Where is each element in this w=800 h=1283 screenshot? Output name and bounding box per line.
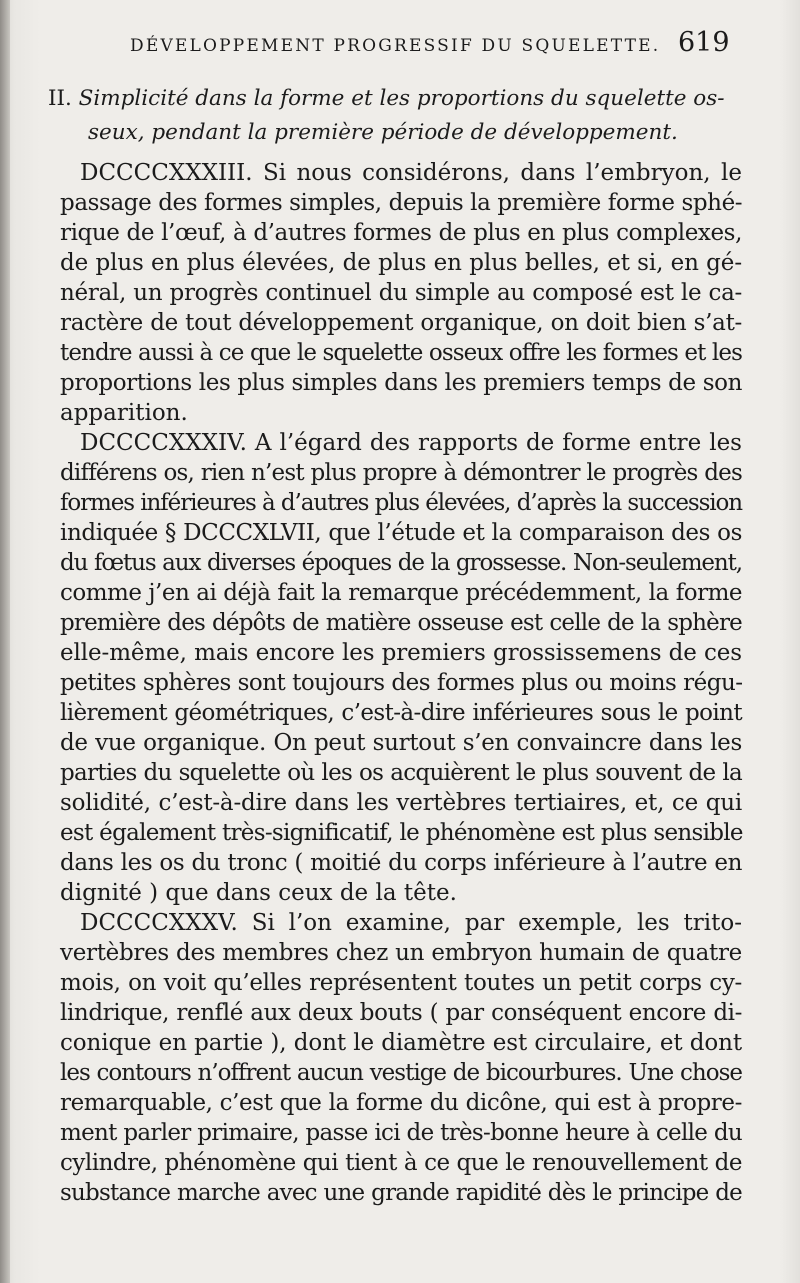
text-line: du fœtus aux diverses époques de la grossesse. Non-seulement, <box>60 550 742 576</box>
text-line: passage des formes simples, depuis la première forme sphé- <box>60 190 743 216</box>
paragraph-933 <box>60 158 742 428</box>
text-line: dignité ) que dans ceux de la tête. <box>60 880 457 906</box>
text-line: néral, un progrès continuel du simple au composé est le ca- <box>60 280 742 306</box>
text-line: différens os, rien n’est plus propre à démontrer le progrès des <box>60 460 742 486</box>
text-line: lindrique, renflé aux deux bouts ( par conséquent encore di- <box>60 1000 742 1026</box>
text-line: lièrement géométriques, c’est-à-dire inférieures sous le point <box>60 700 742 726</box>
text-line: mois, on voit qu’elles représentent toutes un petit corps cy- <box>60 970 742 996</box>
section-title-line-2: seux, pendant la première période de développement. <box>88 120 678 145</box>
text-line: apparition. <box>60 400 188 426</box>
page-number: 619 <box>678 27 730 58</box>
text-line: dans les os du tronc ( moitié du corps inférieure à l’autre en <box>60 850 742 876</box>
section-heading <box>48 82 728 150</box>
text-line: petites sphères sont toujours des formes plus ou moins régu- <box>60 670 743 696</box>
text-line: substance marche avec une grande rapidité dès le principe de <box>60 1180 742 1206</box>
text-line: parties du squelette où les os acquièrent le plus souvent de la <box>60 760 742 786</box>
running-head: DÉVELOPPEMENT PROGRESSIF DU SQUELETTE. <box>130 36 661 56</box>
text-line: DCCCCXXXIV. A l’égard des rapports de forme entre les <box>80 430 742 456</box>
body-text <box>60 158 742 1208</box>
text-line: première des dépôts de matière osseuse est celle de la sphère <box>60 610 742 636</box>
text-line: de plus en plus élevées, de plus en plus belles, et si, en gé- <box>60 250 742 276</box>
text-line: conique en partie ), dont le diamètre est circulaire, et dont <box>60 1030 742 1056</box>
text-line: ractère de tout développement organique, on doit bien s’at- <box>60 310 742 336</box>
text-line: indiquée § DCCCXLVII, que l’étude et la comparaison des os <box>60 520 742 546</box>
text-line: elle-même, mais encore les premiers grossissemens de ces <box>60 640 742 666</box>
text-line: de vue organique. On peut surtout s’en convaincre dans les <box>60 730 742 756</box>
text-line: cylindre, phénomène qui tient à ce que le renouvellement de <box>60 1150 742 1176</box>
paragraph-934 <box>60 428 742 908</box>
text-line: tendre aussi à ce que le squelette osseux offre les formes et les <box>60 340 742 366</box>
text-line: vertèbres des membres chez un embryon humain de quatre <box>60 940 742 966</box>
text-line: comme j’en ai déjà fait la remarque précédemment, la forme <box>60 580 742 606</box>
paragraph-935 <box>60 908 742 1208</box>
text-line: rique de l’œuf, à d’autres formes de plus en plus complexes, <box>60 220 742 246</box>
text-line: DCCCCXXXIII. Si nous considérons, dans l’embryon, le <box>80 160 742 186</box>
section-number: II. <box>48 86 72 111</box>
text-line: ment parler primaire, passe ici de très-bonne heure à celle du <box>60 1120 742 1146</box>
text-line: formes inférieures à d’autres plus élevées, d’après la succession <box>60 490 742 516</box>
text-line: les contours n’offrent aucun vestige de bicourbures. Une chose <box>60 1060 742 1086</box>
page-gutter-shadow <box>0 0 10 1283</box>
text-line: solidité, c’est-à-dire dans les vertèbres tertiaires, et, ce qui <box>60 790 742 816</box>
text-line: est également très-significatif, le phénomène est plus sensible <box>60 820 743 846</box>
text-line: remarquable, c’est que la forme du dicône, qui est à propre- <box>60 1090 742 1116</box>
text-line: proportions les plus simples dans les premiers temps de son <box>60 370 742 396</box>
text-line: DCCCCXXXV. Si l’on examine, par exemple, les trito- <box>80 910 742 936</box>
section-title-line-1: Simplicité dans la forme et les proportions du squelette os- <box>78 86 725 111</box>
